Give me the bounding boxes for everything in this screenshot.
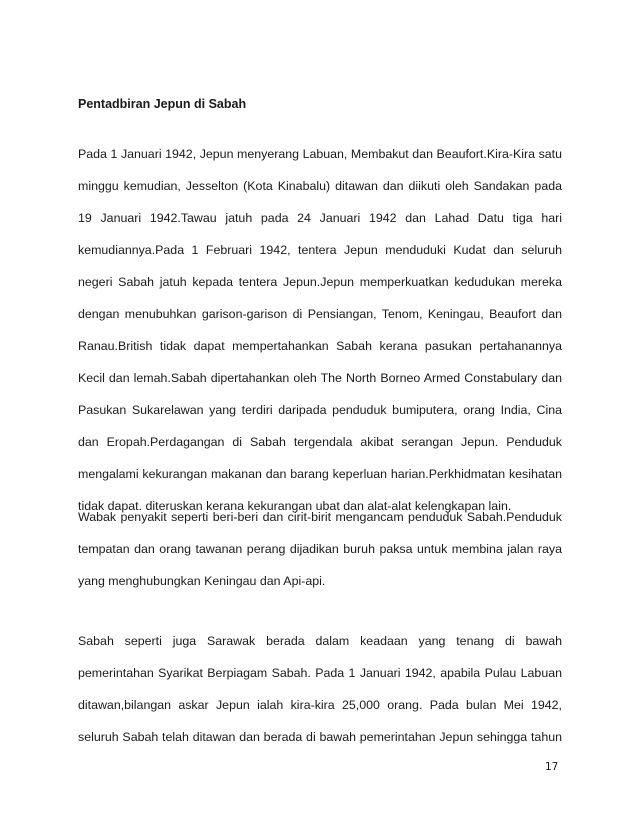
text-line: seluruh Sabah telah ditawan dan berada di bawah pemerintahan Jepun sehingga tahun (78, 730, 562, 744)
text-line: dan Eropah.Perdagangan di Sabah tergendala akibat serangan Jepun. Penduduk (78, 435, 562, 449)
text-line: Kecil dan lemah.Sabah dipertahankan oleh The North Borneo Armed Constabulary dan (78, 371, 562, 385)
text-line: yang menghubungkan Keningau dan Api-api. (78, 574, 326, 588)
section-heading: Pentadbiran Jepun di Sabah (78, 97, 247, 111)
paragraph-1 (78, 145, 562, 529)
text-line: mengalami kekurangan makanan dan barang keperluan harian.Perkhidmatan kesihatan (78, 467, 562, 481)
paragraph-2 (78, 508, 562, 604)
text-line: pemerintahan Syarikat Berpiagam Sabah. Pada 1 Januari 1942, apabila Pulau Labuan (78, 666, 562, 680)
text-line: dengan menubuhkan garison-garison di Pensiangan, Tenom, Keningau, Beaufort dan (78, 307, 562, 321)
text-line: 19 Januari 1942.Tawau jatuh pada 24 Januari 1942 dan Lahad Datu tiga hari (78, 211, 562, 225)
text-line: Pada 1 Januari 1942, Jepun menyerang Labuan, Membakut dan Beaufort.Kira-Kira satu (78, 147, 562, 161)
text-line: negeri Sabah jatuh kepada tentera Jepun.Jepun memperkuatkan kedudukan mereka (78, 275, 562, 289)
text-line: Wabak penyakit seperti beri-beri dan cirit-birit mengancam penduduk Sabah.Penduduk (78, 510, 562, 524)
text-line: Sabah seperti juga Sarawak berada dalam keadaan yang tenang di bawah (78, 634, 562, 648)
text-line: tempatan dan orang tawanan perang dijadikan buruh paksa untuk membina jalan raya (78, 542, 562, 556)
text-line: ditawan,bilangan askar Jepun ialah kira-kira 25,000 orang. Pada bulan Mei 1942, (78, 698, 562, 712)
text-line: Pasukan Sukarelawan yang terdiri daripada penduduk bumiputera, orang India, Cina (78, 403, 562, 417)
text-line: tidak dapat. diteruskan kerana kekurangan ubat dan alat-alat kelengkapan lain. (78, 499, 512, 513)
text-line: kemudiannya.Pada 1 Februari 1942, tentera Jepun menduduki Kudat dan seluruh (78, 243, 562, 257)
page-number: 17 (545, 761, 559, 773)
paragraph-3 (78, 632, 562, 760)
text-line: minggu kemudian, Jesselton (Kota Kinabalu) ditawan dan diikuti oleh Sandakan pada (78, 179, 562, 193)
text-line: Ranau.British tidak dapat mempertahankan Sabah kerana pasukan pertahanannya (78, 339, 562, 353)
